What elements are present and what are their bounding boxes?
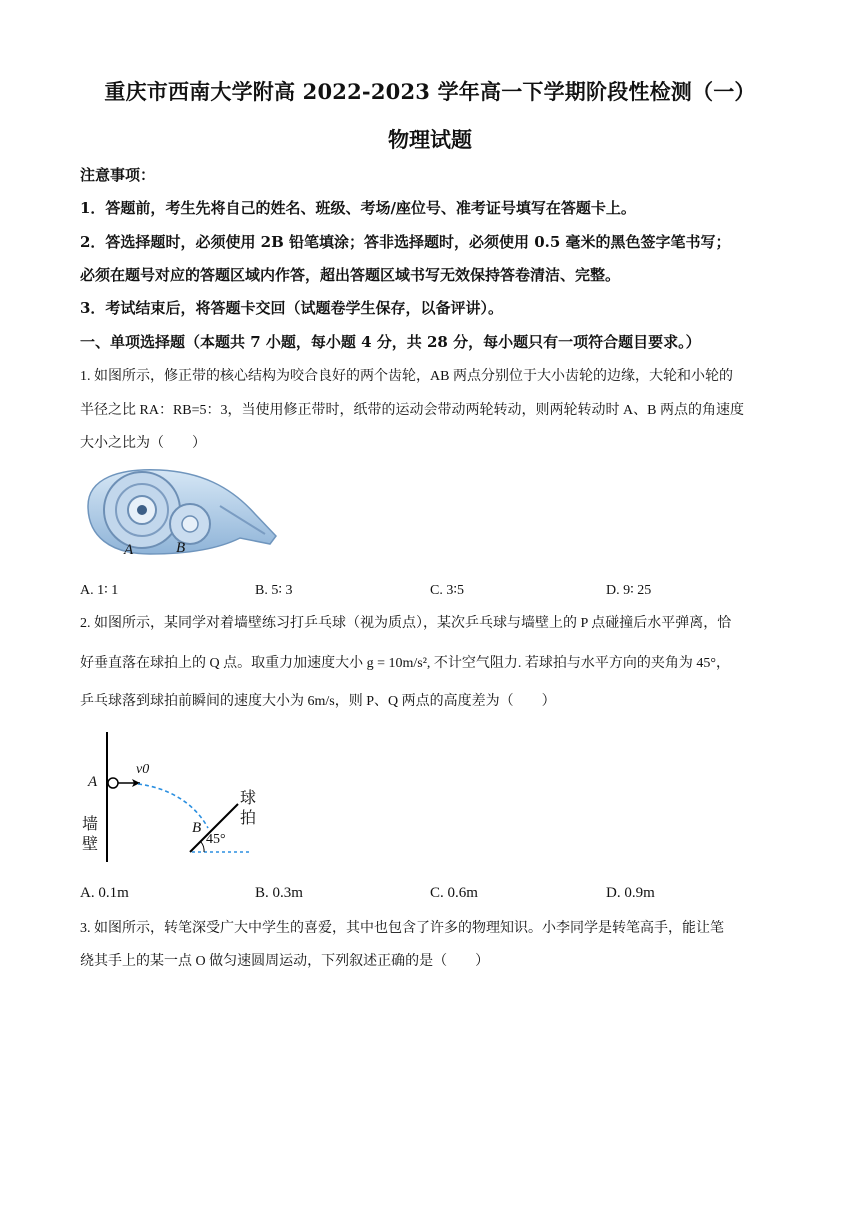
q2-line-1: 2. 如图所示，某同学对着墙壁练习打乒乓球（视为质点），某次乒乓球与墙壁上的 P 点碰撞后水平弹离，恰	[80, 616, 732, 631]
q1-line-1: 1. 如图所示，修正带的核心结构为咬合良好的两个齿轮，AB 两点分别位于大小齿轮的边缘，大轮和小轮的	[80, 369, 733, 384]
q1-option-a: A. 1∶ 1	[80, 583, 119, 598]
q2-option-c: C. 0.6m	[430, 885, 478, 901]
exam-subtitle: 物理试题	[388, 127, 472, 152]
q1-label-a: A	[124, 542, 134, 558]
ball-circle	[108, 778, 118, 788]
section1-heading: 一、单项选择题（本题共 7 小题，每小题 4 分，共 28 分，每小题只有一项符合题目要求。）	[80, 333, 701, 351]
q1-option-b: B. 5∶ 3	[255, 583, 293, 598]
note-item-1: 1．答题前，考生先将自己的姓名、班级、考场/座位号、准考证号填写在答题卡上。	[80, 199, 636, 217]
q1-label-b: B	[176, 540, 186, 556]
q3-line-2: 绕其手上的某一点 O 做匀速圆周运动，下列叙述正确的是（ ）	[80, 954, 490, 969]
q1-option-d: D. 9∶ 25	[606, 583, 652, 598]
correction-tape-figure	[80, 466, 280, 566]
q1-option-c: C. 3∶5	[430, 583, 464, 598]
q2-label-racket: 球拍	[240, 788, 257, 827]
q2-line-3: 乒乓球落到球拍前瞬间的速度大小为 6m/s，则 P、Q 两点的高度差为（ ）	[80, 694, 556, 709]
q2-label-v0: v0	[136, 762, 150, 777]
q2-label-a: A	[88, 774, 98, 790]
q2-label-b: B	[192, 820, 202, 836]
q2-label-wall: 墙壁	[82, 814, 99, 853]
pingpong-figure	[80, 728, 280, 866]
note-item-2-cont: 必须在题号对应的答题区域内作答，超出答题区域书写无效保持答卷清洁、完整。	[80, 266, 621, 284]
q2-option-b: B. 0.3m	[255, 885, 303, 901]
note-item-3: 3．考试结束后，将答题卡交回（试题卷学生保存，以备评讲）。	[80, 299, 503, 317]
notes-heading: 注意事项：	[80, 166, 156, 184]
q2-line-2: 好垂直落在球拍上的 Q 点。取重力加速度大小 g = 10m/s², 不计空气阻力. 若球拍与水平方向的夹角为 45°，	[80, 656, 731, 671]
exam-title: 重庆市西南大学附高 2022-2023 学年高一下学期阶段性检测（一）	[104, 79, 756, 104]
q2-option-a: A. 0.1m	[80, 885, 129, 901]
q2-option-d: D. 0.9m	[606, 885, 655, 901]
q2-label-angle: 45°	[206, 832, 226, 847]
q1-line-3: 大小之比为（ ）	[80, 436, 206, 451]
q1-line-2: 半径之比 RA：RB=5：3，当使用修正带时，纸带的运动会带动两轮转动，则两轮转动时 A、B 两点的角速度	[80, 403, 744, 418]
note-item-2: 2．答选择题时，必须使用 2B 铅笔填涂；答非选择题时，必须使用 0.5 毫米的黑色签字笔书写；	[80, 233, 731, 251]
q3-line-1: 3. 如图所示，转笔深受广大中学生的喜爱，其中也包含了许多的物理知识。小李同学是转笔高手，能让笔	[80, 921, 724, 936]
